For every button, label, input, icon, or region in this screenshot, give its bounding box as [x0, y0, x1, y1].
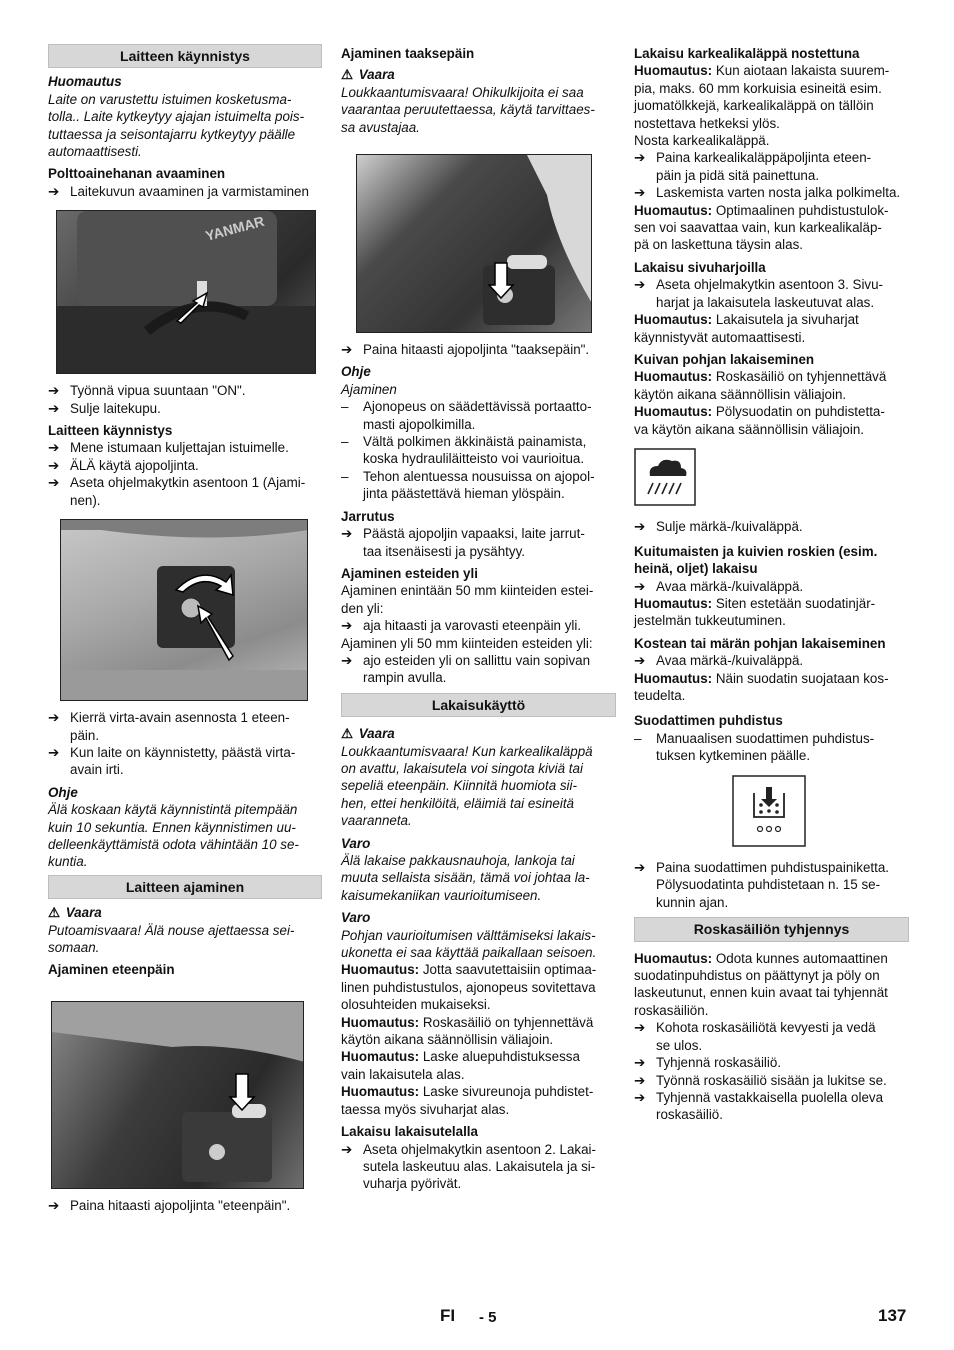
right-arrow-icon: ➔	[341, 526, 353, 542]
right-arrow-icon: ➔	[48, 1197, 60, 1213]
note: Huomautus: Siten estetään suodatinjär- jestelmän tukkeutuminen.	[634, 595, 876, 629]
right-arrow-icon: ➔	[341, 342, 353, 358]
caution-text: Pohjan vaurioitumisen välttämiseksi lakais- ukonetta ei saa käyttää paikallaan seisoen.	[341, 927, 597, 961]
svg-text:YANMAR: YANMAR	[203, 213, 266, 245]
step: ➔ Tyhjennä roskasäiliö.	[634, 1055, 782, 1071]
right-arrow-icon: ➔	[48, 383, 60, 399]
note: Huomautus: Pölysuodatin on puhdistetta- va käytön aikana säännöllisin väliajoin.	[634, 404, 885, 437]
right-arrow-icon: ➔	[634, 277, 646, 293]
footer-page-number: 137	[878, 1306, 907, 1325]
right-arrow-icon: ➔	[48, 440, 60, 456]
step: ➔ Paina hitaasti ajopoljinta "taaksepäin".	[341, 342, 590, 358]
step: ➔ Laskemista varten nosta jalka polkimelta.	[634, 185, 901, 201]
note: Huomautus: Jotta saavutettaisiin optimaa- linen puhdistustulos, ajonopeus sovitettava olosuhteiden mukaiseksi.	[341, 962, 597, 1013]
step: ➔ Kohota roskasäiliötä kevyesti ja vedä se ulos.	[634, 1020, 876, 1053]
note: Huomautus: Kun aiotaan lakaista suurem- pia, maks. 60 mm korkuisia esineitä esim. juomatölkkejä, karkealikaläppä on tällöin nostettava hetkeksi ylös.	[634, 63, 890, 131]
step: ➔ Aseta ohjelmakytkin asentoon 1 (Ajami- nen).	[48, 475, 306, 508]
heading-forward: Ajaminen eteenpäin	[48, 962, 175, 978]
right-arrow-icon: ➔	[48, 475, 60, 491]
warning-triangle-icon: ⚠	[48, 905, 61, 921]
forward-pedal-illustration	[52, 1002, 304, 1189]
ohje-title: Ohje	[48, 784, 78, 800]
footer-local-page: - 5	[479, 1309, 497, 1326]
step: ➔ ÄLÄ käytä ajopoljinta.	[48, 457, 199, 473]
right-arrow-icon: ➔	[634, 653, 646, 669]
heading-side-brushes: Lakaisu sivuharjoilla	[634, 259, 766, 275]
step: ➔ Kun laite on käynnistetty, päästä virta- avain irti.	[48, 744, 296, 778]
warning-text: Putoamisvaara! Älä nouse ajettaessa sei- somaan.	[48, 922, 295, 955]
section-header-start: Laitteen käynnistys	[48, 44, 322, 68]
engine-illustration	[57, 211, 316, 374]
step: ➔ Paina karkealikaläppäpoljinta eteen- päin ja pidä sitä painettuna.	[634, 150, 872, 183]
reverse-pedal-illustration	[357, 155, 592, 333]
step: ➔ Sulje märkä-/kuivaläppä.	[634, 519, 803, 535]
step: ➔ Avaa märkä-/kuivaläppä.	[634, 653, 804, 669]
caution-title: Varo	[341, 835, 371, 851]
step: ➔ ajo esteiden yli on sallittu vain sopivan rampin avulla.	[341, 652, 591, 686]
ohje-subtitle: Ajaminen	[341, 381, 397, 397]
right-arrow-icon: ➔	[634, 150, 646, 166]
column-2	[341, 44, 616, 1193]
reverse-pedal-photo	[356, 154, 592, 333]
right-arrow-icon: ➔	[634, 1055, 646, 1071]
step: ➔ Sulje laitekupu.	[48, 400, 161, 416]
note: Huomautus: Lakaisutela ja sivuharjat käynnistyvät automaattisesti.	[634, 312, 859, 345]
right-arrow-icon: ➔	[634, 860, 646, 876]
caution-title: Varo	[341, 910, 371, 926]
step: ➔ Työnnä vipua suuntaan "ON".	[48, 383, 246, 399]
right-arrow-icon: ➔	[341, 1141, 353, 1157]
caution-text: Älä lakaise pakkausnauhoja, lankoja tai muuta sellaista sisään, tämä voi johtaa la- kaisumekaniikan vaurioitumiseen.	[341, 853, 590, 903]
step: ➔ Tyhjennä vastakkaisella puolella oleva roskasäiliö.	[634, 1089, 884, 1123]
step: ➔ Avaa märkä-/kuivaläppä.	[634, 578, 804, 594]
right-arrow-icon: ➔	[341, 652, 353, 668]
step: ➔ Aseta ohjelmakytkin asentoon 3. Sivu- harjat ja lakaisutela laskeutuvat alas.	[634, 277, 884, 310]
heading-start: Laitteen käynnistys	[48, 423, 173, 439]
note: Huomautus: Roskasäiliö on tyhjennettävä käytön aikana säännöllisin väliajoin.	[341, 1014, 594, 1048]
note: Huomautus: Optimaalinen puhdistustulok- sen voi saavattaa vain, kun karkealikaläp- pä on laskettuna täysin alas.	[634, 202, 889, 253]
right-arrow-icon: ➔	[48, 183, 60, 199]
warning-text: Loukkaantumisvaara! Kun karkealikaläppä on avattu, lakaisutela voi singota kiviä tai sepeliä eteenpäin. Kiinnitä huomiota sii- hen, ettei henkilöitä, eläimiä tai esineitä vaaranneta.	[341, 743, 593, 829]
section-header-driving: Laitteen ajaminen	[48, 875, 322, 899]
footer-language: FI	[440, 1306, 456, 1325]
right-arrow-icon: ➔	[634, 185, 646, 201]
heading-fiber: Kuitumaisten ja kuivien roskien (esim. heinä, oljet) lakaisu	[634, 543, 878, 577]
step: ➔ Paina hitaasti ajopoljinta "eteenpäin".	[48, 1197, 291, 1213]
note-text: Laite on varustettu istuimen kosketusma- tolla.. Laite kytkeytyy ajajan istuimelta pois- tuttaessa ja seisontajarru kytkeytyy päälle automaattisesti.	[48, 91, 305, 160]
paragraph: Ajaminen yli 50 mm kiinteiden esteiden yli:	[341, 635, 593, 651]
dash-item: – Tehon alentuessa nousuissa on ajopol- jinta päästettävä hieman ylöspäin.	[341, 468, 595, 502]
heading-filter: Suodattimen puhdistus	[634, 713, 783, 729]
paragraph: Ajaminen enintään 50 mm kiinteiden estei- den yli:	[341, 583, 594, 616]
ohje-title: Ohje	[341, 364, 371, 380]
heading-obstacles: Ajaminen esteiden yli	[341, 565, 478, 581]
section-header-empty: Roskasäiliön tyhjennys	[634, 917, 909, 941]
step: ➔ aja hitaasti ja varovasti eteenpäin yli.	[341, 618, 582, 634]
warning-title: ⚠ Vaara	[48, 905, 102, 921]
right-arrow-icon: ➔	[48, 457, 60, 473]
step: ➔ Työnnä roskasäiliö sisään ja lukitse se.	[634, 1072, 887, 1088]
rain-cloud-icon	[634, 448, 909, 510]
heading-brake: Jarrutus	[341, 508, 395, 524]
step: ➔ Aseta ohjelmakytkin asentoon 2. Lakai- sutela laskeutuu alas. Lakaisutela ja si- vuharja pyörivät.	[341, 1141, 596, 1192]
ohje-text: Älä koskaan käytä käynnistintä pitempään kuin 10 sekuntia. Ennen käynnistimen uu- delleenkäyttämistä odota vähintään 10 se- kuntia.	[48, 802, 299, 870]
note: Huomautus: Laske sivureunoja puhdistet- taessa myös sivuharjat alas.	[341, 1084, 594, 1117]
note: Huomautus: Odota kunnes automaattinen suodatinpuhdistus on päättynyt ja pöly on laskeutunut, ennen kuin avaat tai tyhjennät roskasäiliön.	[634, 950, 888, 1018]
right-arrow-icon: ➔	[634, 1089, 646, 1105]
step: ➔ Paina suodattimen puhdistuspainiketta. Pölysuodatinta puhdistetaan n. 15 se- kunnin ajan.	[634, 860, 890, 910]
dash-item: – Ajonopeus on säädettävissä portaatto- masti ajopolkimilla.	[341, 399, 592, 432]
right-arrow-icon: ➔	[634, 519, 646, 535]
warning-title: ⚠ Vaara	[341, 726, 395, 742]
step: ➔ Päästä ajopoljin vapaaksi, laite jarrut- taa itsenäisesti ja pysähtyy.	[341, 526, 585, 559]
ignition-illustration	[61, 520, 308, 701]
engine-photo	[56, 210, 316, 374]
right-arrow-icon: ➔	[634, 578, 646, 594]
column-3	[634, 44, 909, 1124]
heading-reverse: Ajaminen taaksepäin	[341, 46, 475, 61]
note: Huomautus: Näin suodatin suojataan kos- teudelta.	[634, 670, 889, 703]
heading-roller: Lakaisu lakaisutelalla	[341, 1124, 478, 1140]
ignition-photo	[60, 519, 308, 701]
step: ➔ Kierrä virta-avain asennosta 1 eteen- päin.	[48, 710, 290, 743]
right-arrow-icon: ➔	[341, 618, 353, 634]
warning-title: ⚠ Vaara	[341, 67, 395, 83]
right-arrow-icon: ➔	[634, 1020, 646, 1036]
heading-fuel: Polttoainehanan avaaminen	[48, 166, 226, 182]
forward-pedal-photo	[51, 1001, 304, 1189]
right-arrow-icon: ➔	[48, 710, 60, 726]
warning-text: Loukkaantumisvaara! Ohikulkijoita ei saa vaarantaa peruutettaessa, käytä tarvittaes- sa avustajaa.	[341, 84, 595, 135]
paragraph: Nosta karkealikaläppä.	[634, 133, 770, 149]
heading-dry: Kuivan pohjan lakaiseminen	[634, 351, 815, 367]
column-1	[48, 44, 322, 1214]
step: ➔ Laitekuvun avaaminen ja varmistaminen	[48, 183, 309, 199]
note: Huomautus: Laske aluepuhdistuksessa vain lakaisutela alas.	[341, 1049, 580, 1082]
right-arrow-icon: ➔	[634, 1072, 646, 1088]
step: ➔ Mene istumaan kuljettajan istuimelle.	[48, 440, 289, 456]
heading-wet: Kostean tai märän pohjan lakaiseminen	[634, 635, 886, 651]
dash-item: – Manuaalisen suodattimen puhdistus- tuksen kytkeminen päälle.	[634, 730, 875, 764]
heading-flap: Lakaisu karkealikaläppä nostettuna	[634, 46, 860, 61]
warning-triangle-icon: ⚠	[341, 67, 354, 83]
note-title: Huomautus	[48, 74, 122, 90]
right-arrow-icon: ➔	[48, 400, 60, 416]
note: Huomautus: Roskasäiliö on tyhjennettävä käytön aikana säännöllisin väliajoin.	[634, 369, 887, 402]
right-arrow-icon: ➔	[48, 744, 60, 760]
warning-triangle-icon: ⚠	[341, 726, 354, 742]
dash-item: – Vältä polkimen äkkinäistä painamista, koska hydrauliläitteisto voi vaurioitua.	[341, 434, 587, 467]
filter-cleaning-icon[interactable]	[732, 775, 909, 851]
section-header-sweeping: Lakaisukäyttö	[341, 693, 616, 717]
